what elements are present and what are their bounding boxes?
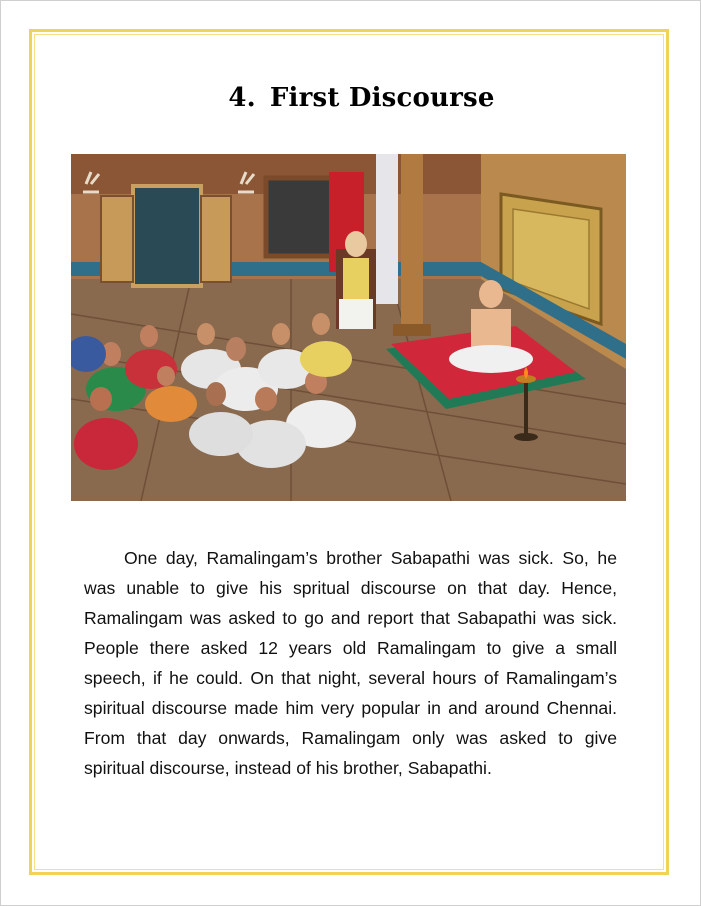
chapter-title <box>1 83 701 113</box>
story-paragraph: One day, Ramalingam’s brother Sabapathi was sick. So, he was unable to give his spritual discourse on that day. Hence, Ramalingam was asked to go and report that Sabapathi was sick. People there asked 12 years old Ramalingam to give a small speech, if he could. On that night, several hours of Ramalingam’s spiritual discourse made him very popular in and around Chennai. From that day onwards, Ramalingam only was asked to give spiritual discourse, instead of his brother, Sabapathi. <box>84 548 617 778</box>
chapter-number: 4. <box>228 83 256 113</box>
story-illustration <box>71 154 626 501</box>
chapter-name: First Discourse <box>269 83 495 113</box>
